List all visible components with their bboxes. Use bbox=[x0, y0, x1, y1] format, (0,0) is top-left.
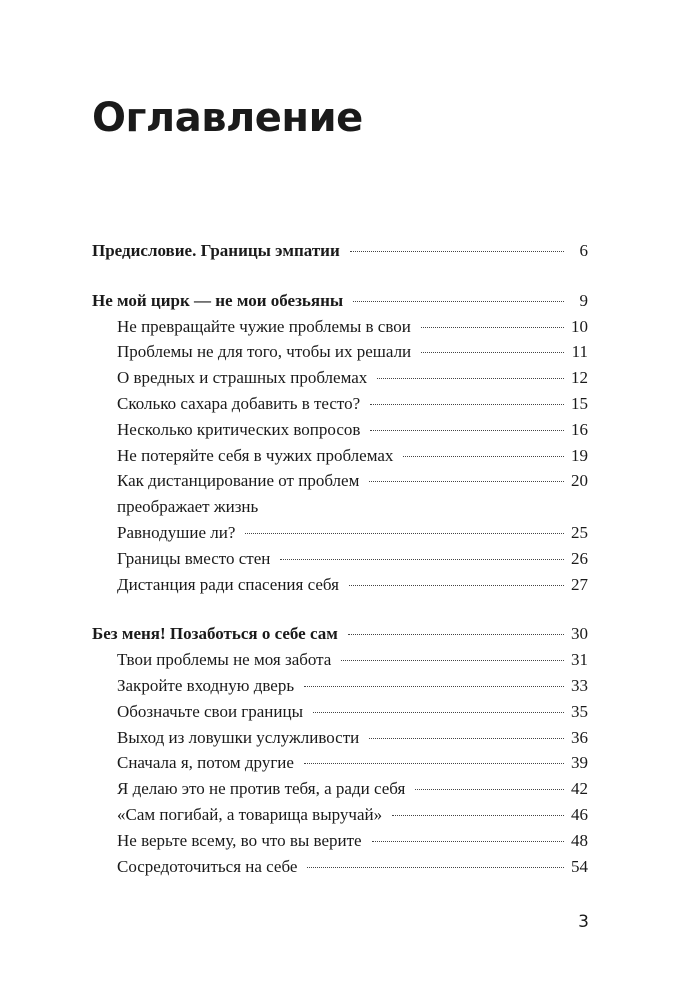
toc-heading-entry[interactable] bbox=[92, 238, 588, 264]
dot-leader bbox=[349, 585, 564, 586]
toc-page-number: 9 bbox=[579, 290, 588, 310]
dot-leader bbox=[245, 533, 564, 534]
toc-page-number: 39 bbox=[571, 753, 588, 773]
toc-entry-title bbox=[117, 468, 359, 520]
toc-page-number: 10 bbox=[571, 316, 588, 336]
dot-leader bbox=[392, 815, 564, 816]
dot-leader bbox=[350, 251, 564, 252]
toc-entry-title: Не превращайте чужие проблемы в свои bbox=[117, 316, 411, 336]
dot-leader bbox=[280, 559, 564, 560]
toc-entry-title: Твои проблемы не моя забота bbox=[117, 650, 332, 670]
toc-page-number: 26 bbox=[571, 548, 588, 568]
toc-page-number: 27 bbox=[571, 574, 588, 594]
toc-page-number: 19 bbox=[571, 445, 588, 465]
toc-entry[interactable] bbox=[92, 520, 588, 546]
toc-heading-title: Предисловие. Границы эмпатии bbox=[92, 241, 340, 260]
dot-leader bbox=[353, 301, 564, 302]
toc-section-not-my-circus bbox=[92, 288, 588, 598]
dot-leader bbox=[304, 763, 564, 764]
dot-leader bbox=[377, 378, 564, 379]
toc-heading-title: Не мой цирк — не мои обезьяны bbox=[92, 290, 344, 310]
toc-entry[interactable] bbox=[92, 802, 588, 828]
toc-section-without-me bbox=[92, 621, 588, 879]
toc-entry-title: Не верьте всему, во что вы верите bbox=[117, 830, 362, 850]
toc-entry[interactable] bbox=[92, 750, 588, 776]
toc-entry[interactable] bbox=[92, 647, 588, 673]
toc-entry[interactable] bbox=[92, 725, 588, 751]
toc-entry-title: Сосредоточиться на себе bbox=[117, 856, 298, 876]
toc-entry-title: О вредных и страшных проблемах bbox=[117, 368, 368, 388]
toc-page-number: 20 bbox=[571, 471, 588, 491]
toc-page-number: 30 bbox=[571, 624, 588, 644]
toc-entry[interactable] bbox=[92, 339, 588, 365]
toc-entry[interactable] bbox=[92, 776, 588, 802]
dot-leader bbox=[370, 404, 564, 405]
toc-entry-title: Дистанция ради спасения себя bbox=[117, 574, 339, 594]
toc-entry-title: Границы вместо стен bbox=[117, 548, 271, 568]
dot-leader bbox=[369, 481, 564, 482]
toc-page-number: 36 bbox=[571, 727, 588, 747]
toc-section-preface bbox=[92, 238, 588, 264]
toc-page-number: 6 bbox=[579, 241, 588, 260]
toc-entry-title: Сначала я, потом другие bbox=[117, 753, 294, 773]
dot-leader bbox=[403, 456, 564, 457]
toc-entry-title: Сколько сахара добавить в тесто? bbox=[117, 393, 361, 413]
toc-page-number: 25 bbox=[571, 522, 588, 542]
dot-leader bbox=[370, 430, 564, 431]
toc-page-number: 35 bbox=[571, 701, 588, 721]
toc-entry-title: Проблемы не для того, чтобы их решали bbox=[117, 342, 412, 362]
toc-entry[interactable] bbox=[92, 699, 588, 725]
toc-entry-title-line-2: преображает жизнь bbox=[117, 497, 259, 517]
toc-entry-title: Выход из ловушки услужливости bbox=[117, 727, 360, 747]
dot-leader bbox=[341, 660, 564, 661]
toc-heading-title: Без меня! Позаботься о себе сам bbox=[92, 624, 338, 644]
toc-entry-title: Закройте входную дверь bbox=[117, 675, 295, 695]
toc-entry-title: Обозначьте свои границы bbox=[117, 701, 304, 721]
dot-leader bbox=[348, 634, 564, 635]
toc-entry[interactable] bbox=[92, 443, 588, 469]
page-number: 3 bbox=[578, 912, 589, 932]
toc-entry-title: «Сам погибай, а товарища выручай» bbox=[117, 804, 383, 824]
dot-leader bbox=[421, 327, 564, 328]
toc-entry-title: Несколько критических вопросов bbox=[117, 419, 361, 439]
toc-page-number: 42 bbox=[571, 779, 588, 799]
toc-entry[interactable] bbox=[92, 391, 588, 417]
toc-page-number: 16 bbox=[571, 419, 588, 439]
toc-entry-title-line-1: Как дистанцирование от проблем bbox=[117, 471, 360, 491]
toc-entry[interactable] bbox=[92, 828, 588, 854]
toc-page-number: 15 bbox=[571, 393, 588, 413]
toc-entry[interactable] bbox=[92, 417, 588, 443]
toc-entry-title: Не потеряйте себя в чужих проблемах bbox=[117, 445, 394, 465]
toc-page-number: 31 bbox=[571, 650, 588, 670]
toc-entry-multiline[interactable] bbox=[92, 468, 588, 520]
toc-entry[interactable] bbox=[92, 572, 588, 598]
toc-entry[interactable] bbox=[92, 314, 588, 340]
page-title: Оглавление bbox=[92, 95, 363, 141]
toc-page-number: 48 bbox=[571, 830, 588, 850]
toc-entry[interactable] bbox=[92, 673, 588, 699]
table-of-contents bbox=[92, 238, 588, 903]
dot-leader bbox=[421, 352, 564, 353]
toc-page-number: 54 bbox=[571, 856, 588, 876]
toc-page-number: 46 bbox=[571, 804, 588, 824]
dot-leader bbox=[372, 841, 564, 842]
toc-entry[interactable] bbox=[92, 546, 588, 572]
dot-leader bbox=[415, 789, 564, 790]
toc-page-number: 11 bbox=[571, 342, 588, 362]
toc-page-number: 12 bbox=[571, 368, 588, 388]
dot-leader bbox=[307, 867, 564, 868]
dot-leader bbox=[304, 686, 564, 687]
toc-page-number: 33 bbox=[571, 675, 588, 695]
toc-entry[interactable] bbox=[92, 365, 588, 391]
toc-heading-entry[interactable] bbox=[92, 288, 588, 314]
toc-entry-title: Я делаю это не против тебя, а ради себя bbox=[117, 779, 406, 799]
dot-leader bbox=[369, 738, 564, 739]
toc-heading-entry[interactable] bbox=[92, 621, 588, 647]
toc-entry[interactable] bbox=[92, 854, 588, 880]
dot-leader bbox=[313, 712, 564, 713]
toc-entry-title: Равнодушие ли? bbox=[117, 522, 236, 542]
